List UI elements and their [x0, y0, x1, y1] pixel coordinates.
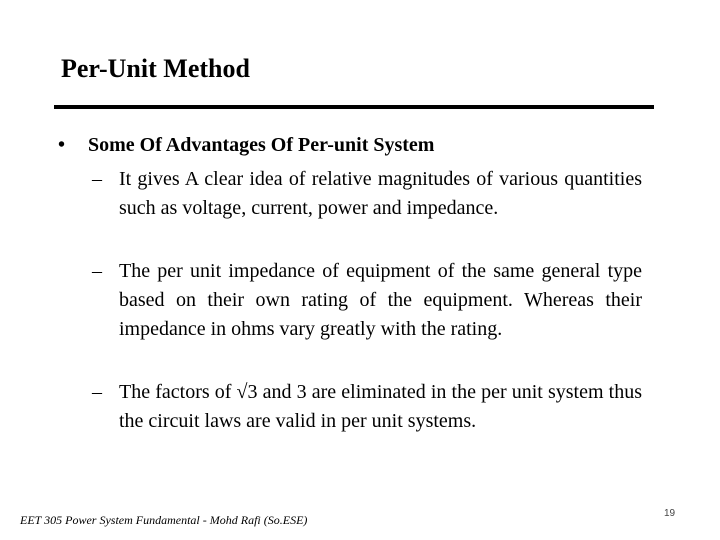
bullet-heading	[58, 131, 434, 159]
dash-marker: –	[92, 381, 102, 403]
bullet-marker: •	[58, 134, 66, 156]
sub-item-relative-magnitudes	[92, 165, 642, 223]
dash-marker: –	[92, 168, 102, 190]
sub-item-text: The factors of √3 and 3 are eliminated in the per unit system thus the circuit laws are valid in per unit systems.	[119, 381, 642, 432]
sub-item-factors-eliminated	[92, 378, 642, 436]
slide-title: Per-Unit Method	[61, 54, 250, 83]
bullet-heading-text: Some Of Advantages Of Per-unit System	[88, 134, 435, 156]
sub-item-per-unit-impedance	[92, 257, 642, 344]
title-divider	[54, 105, 654, 109]
sub-item-text: The per unit impedance of equipment of the same general type based on their own rating of the equipment. Whereas their impedance in ohms vary greatly with the rating.	[119, 260, 642, 340]
sub-item-text: It gives A clear idea of relative magnitudes of various quantities such as voltage, current, power and impedance.	[119, 168, 642, 219]
footer-course-author: EET 305 Power System Fundamental - Mohd Rafi (So.ESE)	[20, 513, 308, 527]
page-number: 19	[664, 508, 676, 519]
dash-marker: –	[92, 260, 102, 282]
